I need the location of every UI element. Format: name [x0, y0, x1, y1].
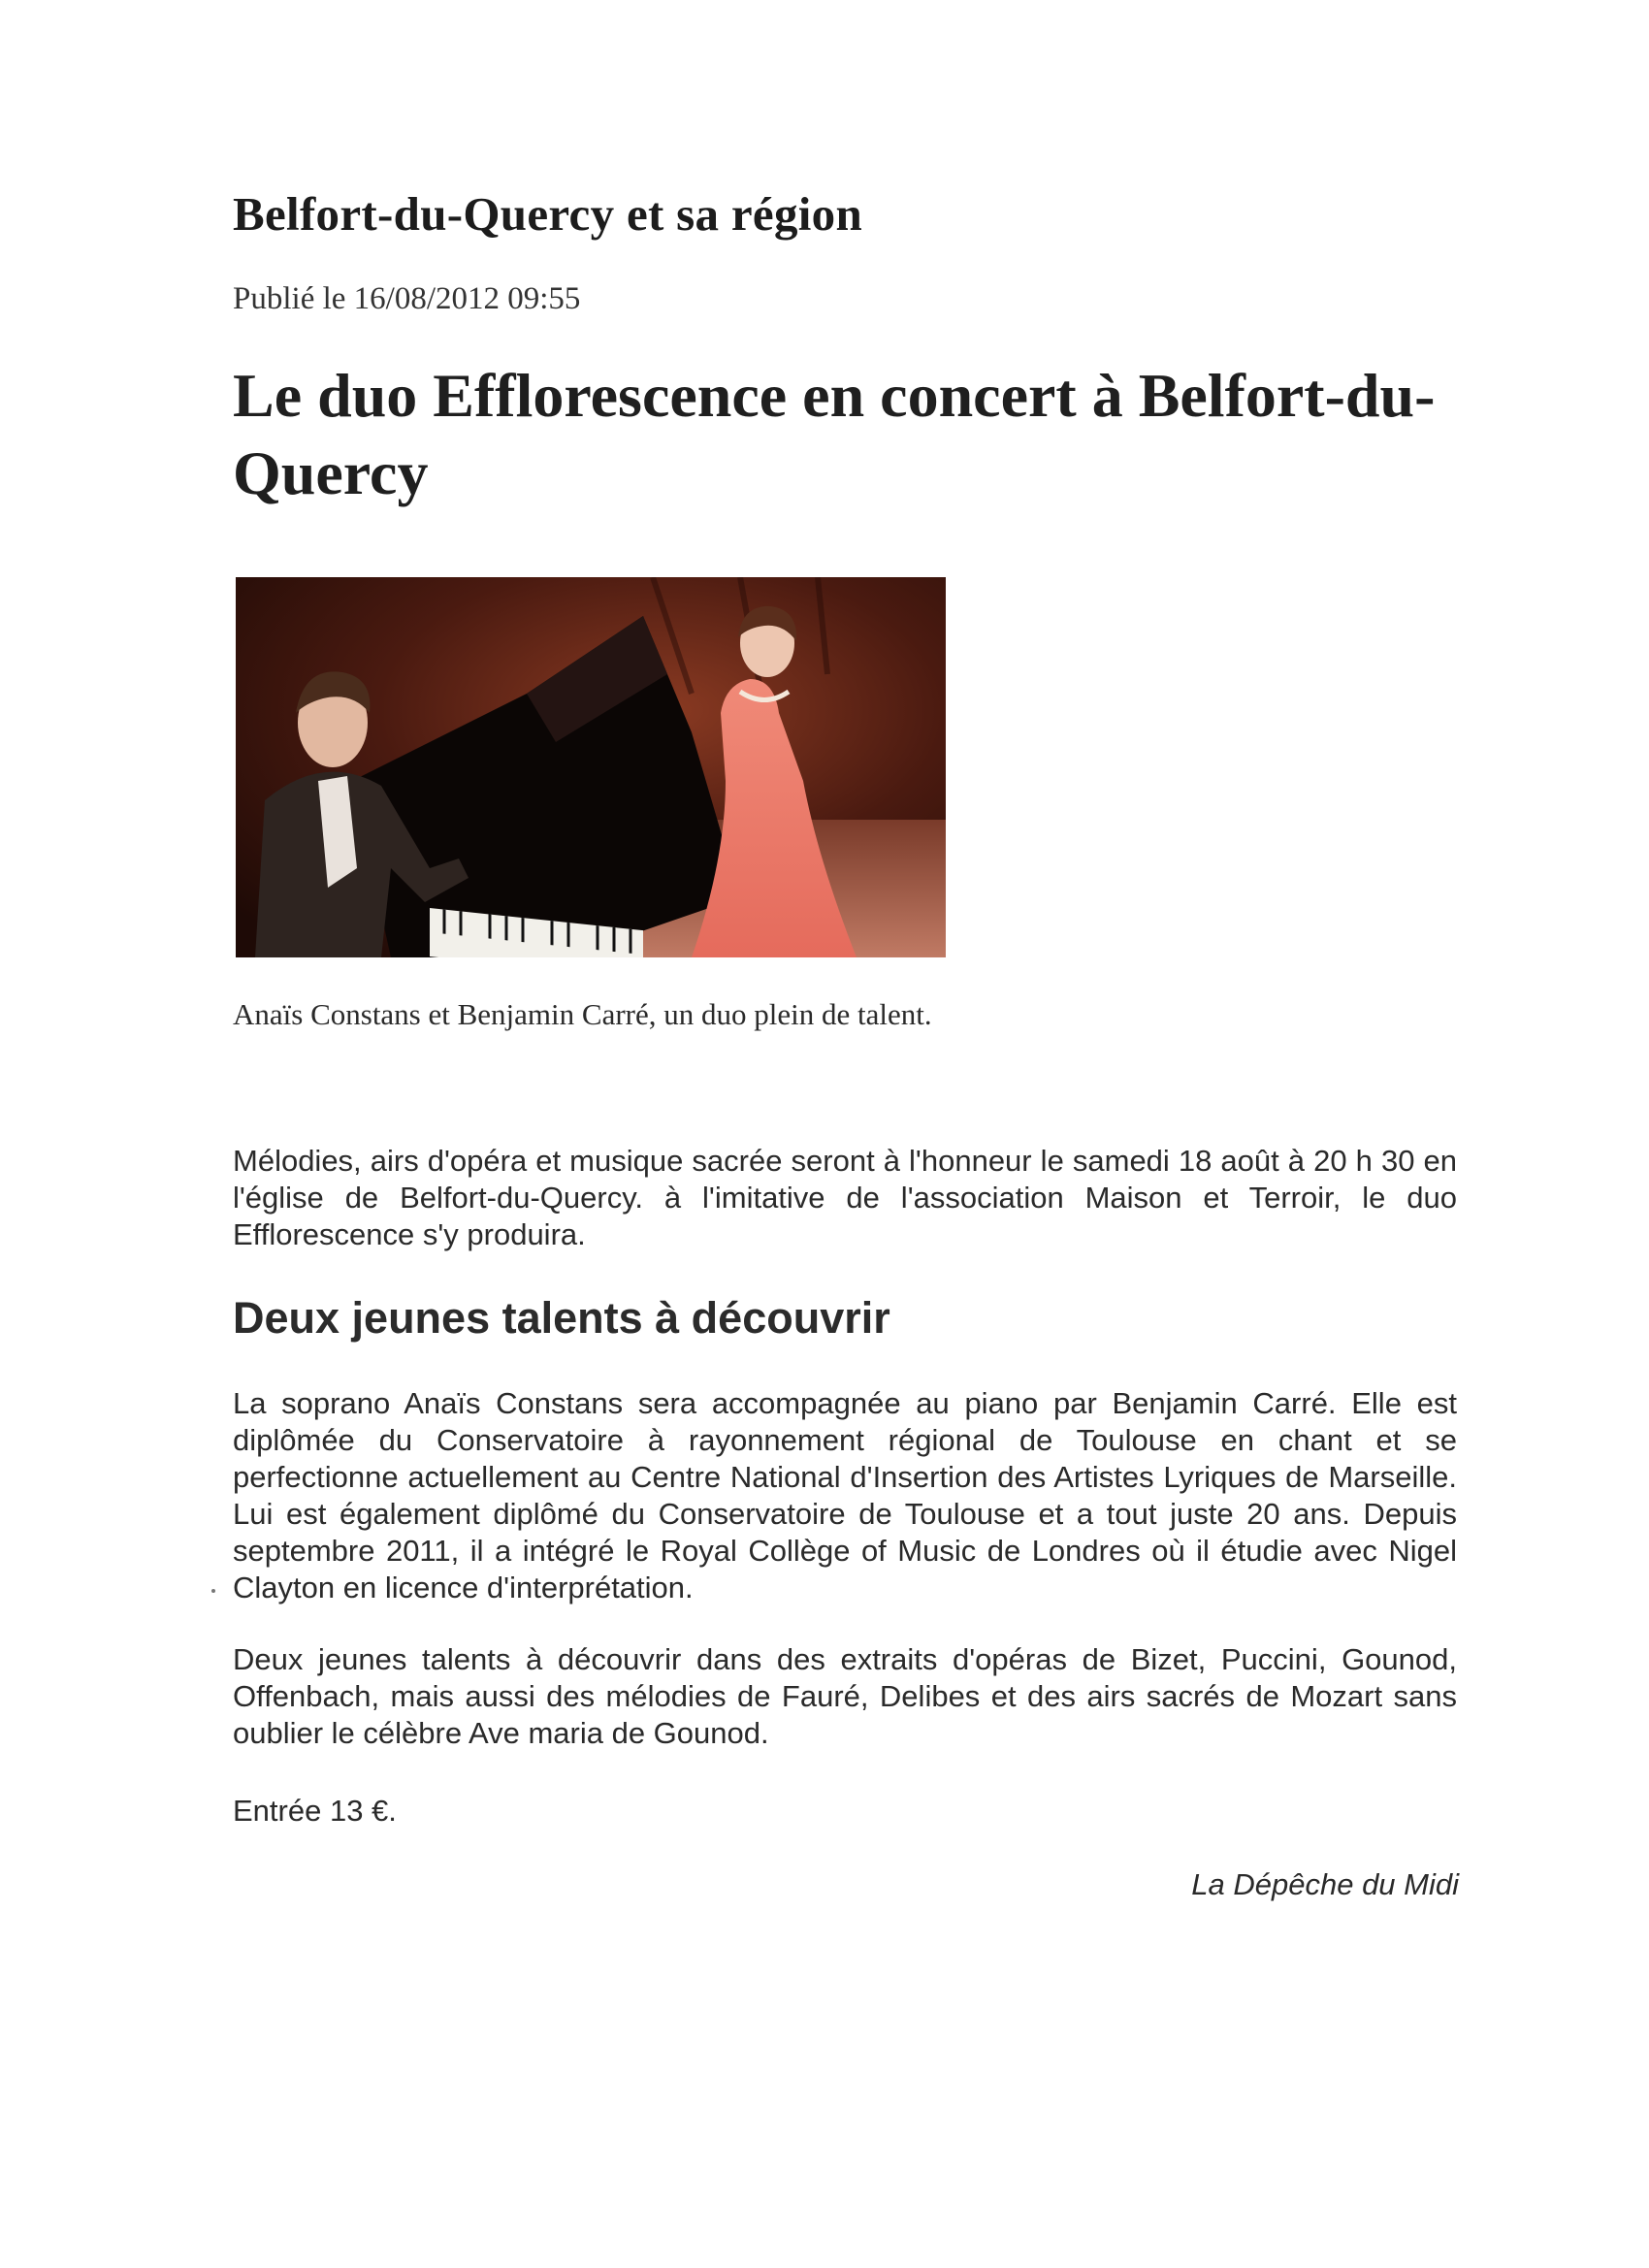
source-attribution: La Dépêche du Midi — [1191, 1867, 1459, 1901]
section-title: Belfort-du-Quercy et sa région — [233, 187, 863, 241]
photo-caption: Anaïs Constans et Benjamin Carré, un duo plein de talent. — [233, 997, 932, 1031]
intro-paragraph: Mélodies, airs d'opéra et musique sacrée seront à l'honneur le samedi 18 août à 20 h 30 en l'église de Belfort-du-Quercy. à l'imitative de l'association Maison et Terroir, le duo Efflorescence s'y produira. — [233, 1144, 1457, 1251]
article-subheading: Deux jeunes talents à découvrir — [233, 1293, 890, 1343]
article-photo — [236, 577, 946, 957]
body-paragraph-2: La soprano Anaïs Constans sera accompagnée au piano par Benjamin Carré. Elle est diplômée du Conservatoire à rayonnement régional de Toulouse en chant et se perfectionne actuellement au Centre National d'Insertion des Artistes Lyriques de Marseille. Lui est également diplômé du Conservatoire de Toulouse et a tout juste 20 ans. Depuis septembre 2011, il a intégré le Royal Collège of Music de Londres où il étudie avec Nigel Clayton en licence d'interprétation. — [233, 1386, 1457, 1604]
scan-speck — [211, 1589, 215, 1593]
price-line: Entrée 13 €. — [233, 1794, 397, 1828]
duo-photo-illustration — [236, 577, 946, 957]
body-paragraph-3: Deux jeunes talents à découvrir dans des extraits d'opéras de Bizet, Puccini, Gounod, Offenbach, mais aussi des mélodies de Fauré, Delibes et des airs sacrés de Mozart sans oublier le célèbre Ave maria de Gounod. — [233, 1642, 1457, 1750]
article-headline: Le duo Efflorescence en concert à Belfort-du-Quercy — [233, 361, 1436, 507]
published-date: Publié le 16/08/2012 09:55 — [233, 281, 581, 316]
